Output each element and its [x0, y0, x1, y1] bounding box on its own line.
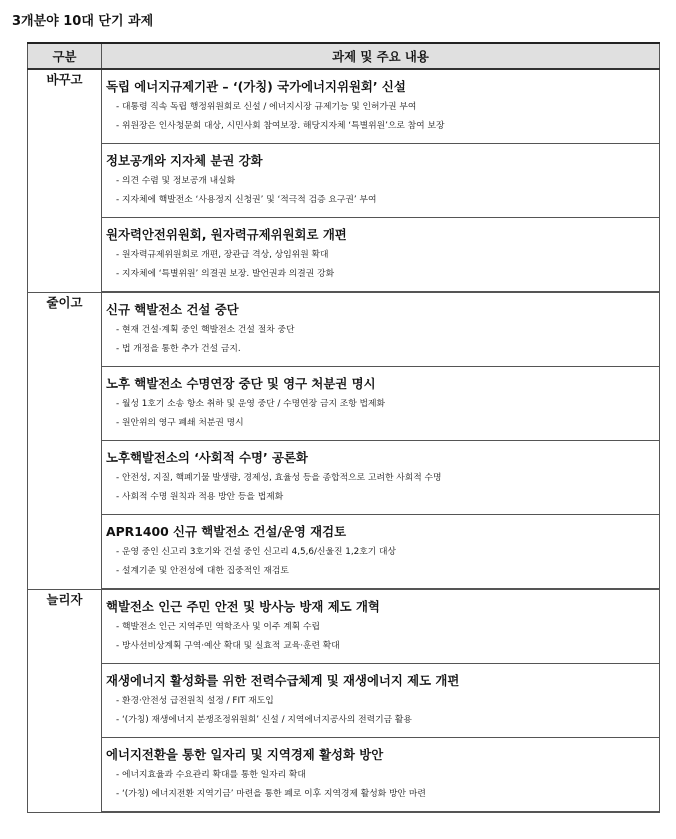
task-detail-line: - 의견 수렴 및 정보공개 내실화	[116, 176, 236, 186]
task-detail-line: - 운영 중인 신고리 3호기와 건설 중인 신고리 4,5,6/신울진 1,2호기 대상	[116, 547, 397, 557]
task-detail-line: - 에너지효율과 수요관리 확대를 통한 일자리 확대	[116, 770, 306, 780]
task-item	[102, 515, 659, 584]
task-title: 재생에너지 활성화를 위한 전력수급체계 및 재생에너지 제도 개편	[106, 673, 460, 688]
table-header-row	[28, 43, 660, 69]
task-title: 원자력안전위원회, 원자력규제위원회로 개편	[106, 227, 347, 242]
task-details	[106, 618, 655, 655]
task-details	[106, 692, 655, 729]
task-cell	[102, 144, 660, 218]
task-details	[106, 543, 655, 580]
task-title: 에너지전환을 통한 일자리 및 지역경제 활성화 방안	[106, 747, 384, 762]
table-row	[28, 218, 660, 293]
task-title: APR1400 신규 핵발전소 건설/운영 재검토	[106, 524, 347, 539]
task-cell	[102, 515, 660, 590]
document-title: 3개분야 10대 단기 과제	[12, 14, 154, 29]
task-detail-line: - 안전성, 지질, 핵폐기물 발생량, 경제성, 효율성 등을 종합적으로 고려한 사회적 수명	[116, 473, 442, 483]
table-row	[28, 515, 660, 590]
table-row	[28, 367, 660, 441]
task-cell	[102, 589, 660, 664]
table-body	[28, 69, 660, 812]
task-cell	[102, 218, 660, 293]
task-detail-line: - 설계기준 및 안전성에 대한 집중적인 재검토	[116, 565, 289, 576]
task-cell	[102, 69, 660, 144]
task-item	[102, 144, 659, 213]
task-detail-line: - 원자력규제위원회로 개편, 장관급 격상, 상임위원 확대	[116, 250, 329, 260]
category-cell: 늘리자	[28, 589, 102, 812]
task-detail-line: - 방사선비상계획 구역·예산 확대 및 실효적 교육·훈련 확대	[116, 640, 340, 651]
task-title: 노후 핵발전소 수명연장 중단 및 영구 처분권 명시	[106, 376, 376, 391]
table-row	[28, 664, 660, 738]
task-cell	[102, 441, 660, 515]
task-details	[106, 321, 655, 358]
task-item	[102, 218, 659, 287]
task-detail-line: - 사회적 수명 원칙과 적용 방안 등을 법제화	[116, 491, 284, 502]
task-detail-line: - 대통령 직속 독립 행정위원회로 신설 / 에너지시장 규제기능 및 인허가권 부여	[116, 102, 417, 112]
task-item	[102, 367, 659, 436]
task-details	[106, 246, 655, 283]
task-detail-line: - 지자체에 핵발전소 ‘사용정지 신청권’ 및 ‘적극적 검증 요구권’ 부여	[116, 194, 377, 205]
header-category: 구분	[28, 43, 102, 69]
task-title: 신규 핵발전소 건설 중단	[106, 302, 239, 317]
task-detail-line: - 월성 1호기 소송 항소 취하 및 운영 중단 / 수명연장 금지 조항 법제화	[116, 399, 386, 409]
task-detail-line: - 법 개정을 통한 추가 건설 금지.	[116, 343, 241, 354]
task-detail-line: - 원안위의 영구 폐쇄 처분권 명시	[116, 417, 244, 428]
task-cell	[102, 738, 660, 813]
task-detail-line: - ‘(가칭) 에너지전환 지역기금’ 마련을 통한 폐로 이후 지역경제 활성화 방안 마련	[116, 788, 426, 799]
task-item	[102, 738, 659, 807]
tasks-table	[27, 42, 660, 813]
category-cell: 줄이고	[28, 292, 102, 589]
task-details	[106, 98, 655, 135]
table-row	[28, 738, 660, 813]
task-title: 핵발전소 인근 주민 안전 및 방사능 방재 제도 개혁	[106, 599, 380, 614]
task-title: 노후핵발전소의 ‘사회적 수명’ 공론화	[106, 450, 308, 465]
table-row	[28, 441, 660, 515]
task-title: 정보공개와 지자체 분권 강화	[106, 153, 263, 168]
task-cell	[102, 367, 660, 441]
header-content: 과제 및 주요 내용	[102, 43, 660, 69]
task-details	[106, 766, 655, 803]
table-row	[28, 69, 660, 144]
table-row	[28, 144, 660, 218]
task-cell	[102, 664, 660, 738]
category-cell: 바꾸고	[28, 69, 102, 292]
task-detail-line: - ‘(가칭) 재생에너지 분쟁조정위원회’ 신설 / 지역에너지공사의 전력기금 활용	[116, 714, 412, 725]
task-details	[106, 469, 655, 506]
task-details	[106, 172, 655, 209]
task-item	[102, 664, 659, 733]
task-detail-line: - 환경·안전성 급전원칙 설정 / FIT 재도입	[116, 696, 274, 706]
task-item	[102, 590, 659, 659]
task-item	[102, 441, 659, 510]
task-item	[102, 293, 659, 362]
task-cell	[102, 292, 660, 367]
table-row	[28, 292, 660, 367]
task-item	[102, 70, 659, 139]
task-detail-line: - 지자체에 ‘특별위원’ 의결권 보장. 발언권과 의결권 강화	[116, 268, 335, 279]
task-title: 독립 에너지규제기관 – ‘(가칭) 국가에너지위원회’ 신설	[106, 79, 406, 94]
task-detail-line: - 현재 건설·계획 중인 핵발전소 건설 절차 중단	[116, 325, 295, 335]
task-detail-line: - 핵발전소 인근 지역주민 역학조사 및 이주 계획 수립	[116, 622, 320, 632]
task-details	[106, 395, 655, 432]
table-row	[28, 589, 660, 664]
task-detail-line: - 위원장은 인사청문회 대상, 시민사회 참여보장. 해당지자체 ‘특별위원’으로 참여 보장	[116, 120, 445, 131]
